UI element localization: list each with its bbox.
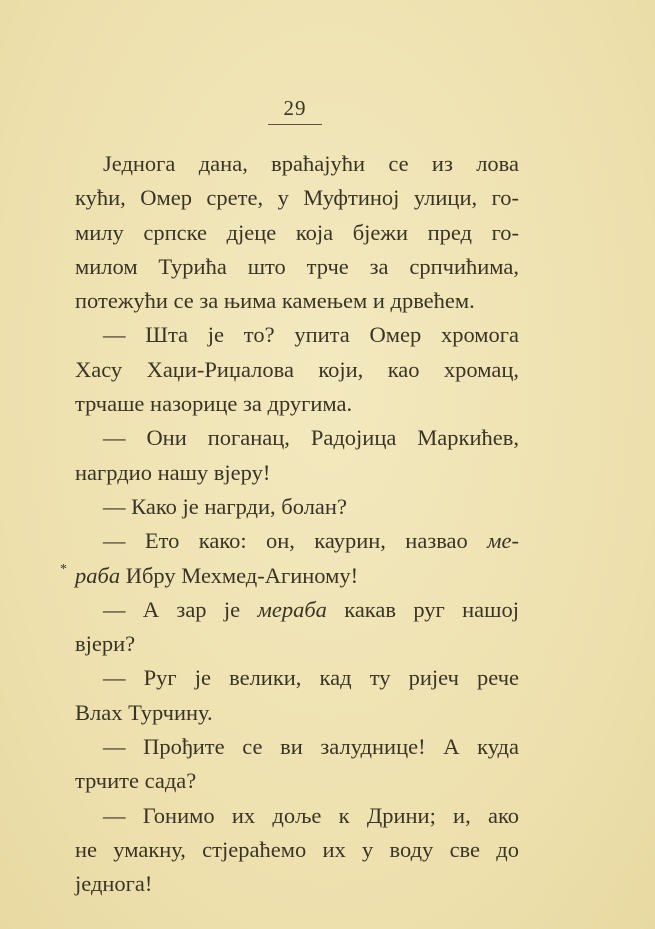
text-line: — Како је нагрди, болан? <box>103 493 347 519</box>
text-line: — Руг је велики, кад ту ријеч рече <box>103 665 519 691</box>
italic-word: ме- <box>487 528 520 554</box>
text-line: милу српске дјеце која бјежи пред го- <box>75 219 519 245</box>
text-line: вјери? <box>75 631 136 657</box>
marginal-mark: * <box>60 562 67 577</box>
paragraph <box>75 799 519 902</box>
paragraph <box>75 730 519 799</box>
text-line <box>75 524 519 558</box>
italic-word: раба <box>75 562 121 588</box>
text-line: једнога! <box>75 871 153 897</box>
paragraph <box>75 593 519 662</box>
text-line: трчите сада? <box>75 768 197 794</box>
paragraph <box>75 147 519 318</box>
italic-word: мераба <box>257 596 327 622</box>
text-line: — Гонимо их доље к Дрини; и, ако <box>103 802 519 828</box>
text-line: кући, Омер срете, у Муфтиној улици, го- <box>75 185 519 211</box>
text-run: — Ето како: он, каурин, назвао <box>103 528 468 554</box>
page-number: 29 <box>283 96 307 120</box>
text-line: Влах Турчину. <box>75 699 213 725</box>
text-line: потежући се за њима камењем и дрвећем. <box>75 288 475 314</box>
paragraph <box>75 421 519 490</box>
text-line: Хасу Хаџи-Риџалова који, као хромац, <box>75 356 519 382</box>
text-line: — Они поганац, Радојица Маркићев, <box>103 425 519 451</box>
text-line: трчаше назорице за другима. <box>75 391 353 417</box>
text-run: какав руг нашој <box>326 596 519 622</box>
text-line: — Прођите се ви залуднице! А куда <box>103 734 519 760</box>
paragraph <box>75 524 519 593</box>
text-line <box>75 559 519 593</box>
text-run: Ибру Мехмед-Агиному! <box>120 562 359 588</box>
paragraph <box>75 490 519 524</box>
paragraph <box>75 661 519 730</box>
page-number-rule <box>268 124 322 125</box>
body-text <box>75 147 519 902</box>
text-line: милом Турића што трче за српчићима, <box>75 253 519 279</box>
text-run: — А зар је <box>103 596 258 622</box>
text-line: нагрдио нашу вјеру! <box>75 459 271 485</box>
text-line: не умакну, стјераћемо их у воду све до <box>75 836 519 862</box>
text-line: Једнога дана, враћајући се из лова <box>103 151 519 176</box>
text-line <box>75 593 519 627</box>
paragraph <box>75 318 519 421</box>
text-line: — Шта је то? упита Омер хромога <box>103 322 519 348</box>
